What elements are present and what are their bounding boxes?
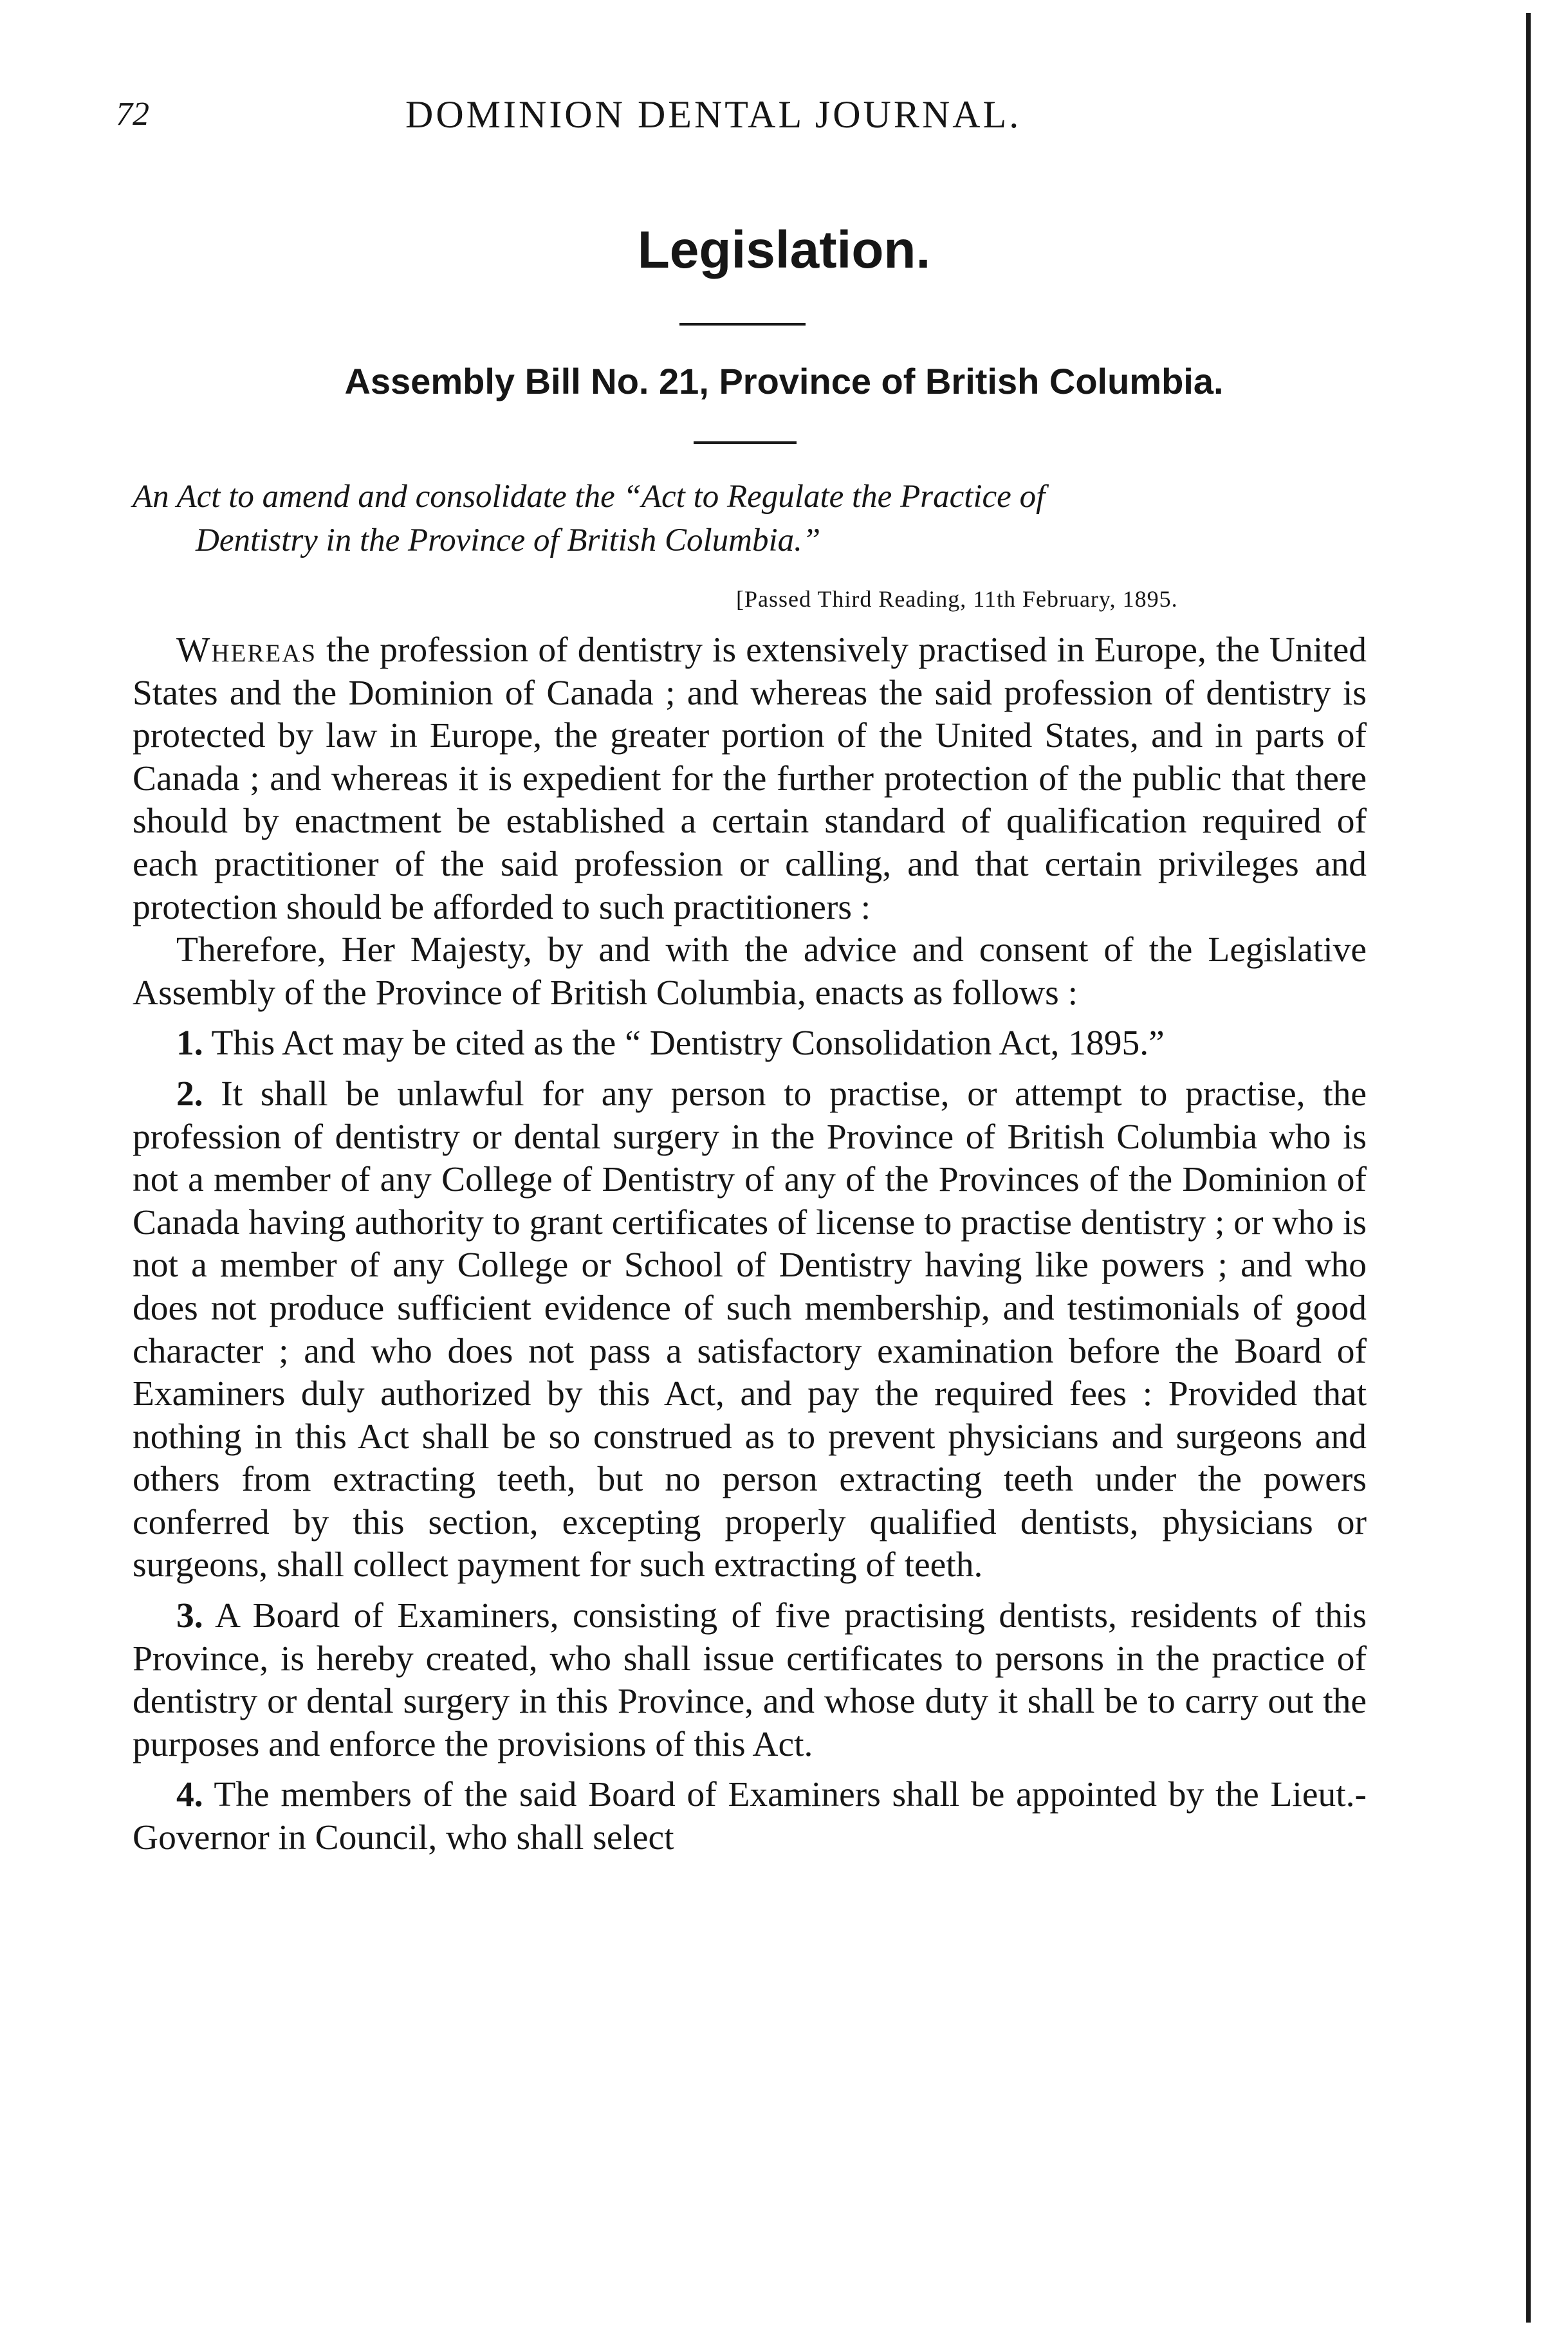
section-text: This Act may be cited as the “ Dentistry Consolidation Act, 1895.” — [203, 1024, 1165, 1063]
bill-divider — [694, 441, 797, 444]
bill-heading: Assembly Bill No. 21, Province of British Columbia. — [344, 361, 1224, 401]
section-4 — [133, 1774, 1367, 1859]
enacting-clause: Therefore, Her Majesty, by and with the advice and consent of the Legislative Assembly of the Province of British Columbia, enacts as follows : — [133, 930, 1367, 1013]
section-text: A Board of Examiners, consisting of five practising dentists, residents of this Province, is hereby created, who shall issue certificates to persons in the practice of dentistry or dental surgery in this Province, and whose duty it shall be to carry out the purposes and enforce the provisions of this Act. — [133, 1596, 1367, 1764]
preamble-lead-word: Whereas — [176, 631, 317, 670]
section-text: It shall be unlawful for any person to practise, or attempt to practise, the profession of dentistry or dental surgery in the Province of British Columbia who is not a member of any College of Dentistry of any of the Provinces of the Dominion of Canada having authority to grant certificates of license to practise dentistry ; or who is not a member of any College or School of Dentistry having like powers ; and who does not produce sufficient evidence of such membership, and testimonials of good character ; and who does not pass a satisfactory examination before the Board of Examiners duly authorized by this Act, and pay the required fees : Provided that nothing in this Act shall be so construed as to prevent physicians and surgeons and others from extracting teeth, but no person extracting teeth under the powers conferred by this section, excepting properly qualified dentists, physicians or surgeons, shall collect payment for such extracting of teeth. — [133, 1074, 1367, 1585]
section-number: 4. — [176, 1775, 203, 1815]
journal-title: DOMINION DENTAL JOURNAL. — [405, 93, 1022, 136]
title-divider — [679, 323, 806, 326]
preamble-text: the profession of dentistry is extensively practised in Europe, the United States and the Dominion of Canada ; and whereas the said profession of dentistry is protected by law in Europe, the greater portion of the United States, and in parts of Canada ; and whereas it is expedient for the further protection of the public that there should by enactment be established a certain standard of qualification required of each practitioner of the said profession or calling, and that certain privileges and protection should be afforded to such practitioners : — [133, 631, 1367, 927]
act-title-line-1: An Act to amend and consolidate the “Act to Regulate the Practice of — [133, 479, 1046, 515]
section-number: 1. — [176, 1024, 203, 1063]
passed-note: [Passed Third Reading, 11th February, 1895. — [736, 586, 1178, 612]
preamble-paragraph — [133, 629, 1367, 929]
act-title-line-2: Dentistry in the Province of British Columbia.” — [196, 522, 821, 558]
section-3 — [133, 1595, 1367, 1766]
bill-body — [133, 629, 1367, 1860]
section-2 — [133, 1073, 1367, 1587]
section-1 — [133, 1022, 1367, 1065]
page-number: 72 — [116, 96, 149, 133]
section-text: The members of the said Board of Examiners shall be appointed by the Lieut.-Governor in Council, who shall select — [133, 1775, 1367, 1858]
section-title: Legislation. — [637, 221, 931, 279]
running-head — [0, 84, 1568, 142]
section-number: 2. — [176, 1074, 203, 1114]
act-title — [133, 475, 1381, 562]
page-edge-rule — [1526, 13, 1531, 2323]
section-number: 3. — [176, 1596, 203, 1636]
